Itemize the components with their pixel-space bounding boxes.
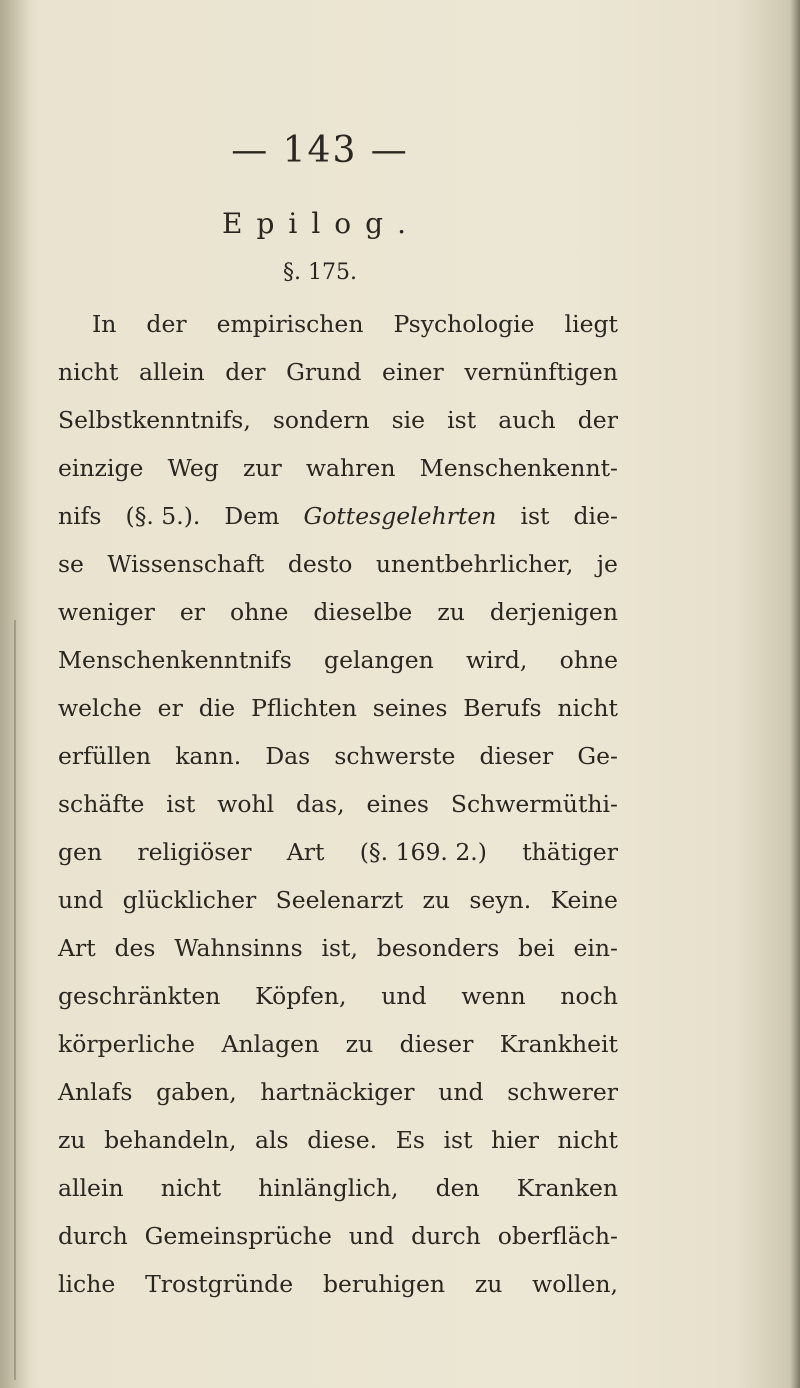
word: durch — [411, 1222, 481, 1250]
word: Pflichten — [251, 694, 357, 722]
word: der — [225, 358, 266, 386]
page-number: — 143 — — [231, 130, 409, 171]
word: und — [348, 1222, 395, 1250]
word: seines — [372, 694, 448, 722]
word: Anlagen — [221, 1030, 320, 1058]
word: hinlänglich, — [258, 1174, 399, 1202]
word: ist — [520, 502, 550, 530]
word: die — [198, 694, 236, 722]
word: ein- — [573, 934, 618, 962]
word: Seelenarzt — [275, 886, 404, 914]
word: diese. — [307, 1126, 378, 1154]
word: kann. — [175, 742, 242, 770]
word: zu — [474, 1270, 503, 1298]
word: empirischen — [216, 310, 364, 338]
word: Köpfen, — [255, 982, 347, 1010]
word: nicht — [557, 1126, 618, 1154]
word: Keine — [550, 886, 618, 914]
text-line — [58, 828, 618, 876]
word: allein — [139, 358, 205, 386]
word: schwerste — [334, 742, 456, 770]
word: thätiger — [522, 838, 618, 866]
margin-bleed-marks — [14, 620, 22, 1380]
word: liche — [58, 1270, 116, 1298]
word: bei — [518, 934, 555, 962]
word: Dem — [224, 502, 280, 530]
word: Berufs — [463, 694, 542, 722]
word: zur — [242, 454, 282, 482]
word: ohne — [230, 598, 289, 626]
word: (§. 169. 2.) — [359, 838, 487, 866]
word: dieser — [399, 1030, 474, 1058]
word: einzige — [58, 454, 144, 482]
text-line — [58, 1212, 618, 1260]
word: und — [58, 886, 104, 914]
text-line — [58, 876, 618, 924]
word: der — [577, 406, 618, 434]
text-line — [58, 588, 618, 636]
text-line — [58, 924, 618, 972]
word: zu — [345, 1030, 374, 1058]
text-line — [58, 348, 618, 396]
word: liegt — [564, 310, 618, 338]
word: je — [596, 550, 618, 578]
word: gaben, — [156, 1078, 237, 1106]
word: Es — [395, 1126, 425, 1154]
word: Schwermüthi- — [450, 790, 618, 818]
word: Kranken — [516, 1174, 618, 1202]
text-line — [58, 972, 618, 1020]
word: desto — [287, 550, 353, 578]
word: Gemeinsprüche — [144, 1222, 332, 1250]
word: sondern — [272, 406, 370, 434]
word: ohne — [559, 646, 618, 674]
word: unentbehrlicher, — [375, 550, 574, 578]
word: Wahnsinns — [174, 934, 303, 962]
word: behandeln, — [104, 1126, 237, 1154]
word: noch — [560, 982, 618, 1010]
text-line — [58, 732, 618, 780]
word: glücklicher — [122, 886, 257, 914]
text-line — [58, 540, 618, 588]
word: zu — [58, 1126, 86, 1154]
word: ist — [447, 406, 477, 434]
body-text — [58, 300, 618, 1308]
word: wollen, — [532, 1270, 618, 1298]
word: schwerer — [507, 1078, 618, 1106]
word: nicht — [160, 1174, 222, 1202]
word: nicht — [557, 694, 618, 722]
word: allein — [58, 1174, 124, 1202]
word: er — [157, 694, 183, 722]
word: auch — [498, 406, 556, 434]
text-line — [58, 396, 618, 444]
word: schäfte — [58, 790, 145, 818]
word: welche — [58, 694, 142, 722]
word: Wissenschaft — [107, 550, 265, 578]
text-line — [58, 1164, 618, 1212]
word: als — [255, 1126, 289, 1154]
word: körperliche — [58, 1030, 196, 1058]
text-line — [58, 1020, 618, 1068]
word: wohl — [217, 790, 275, 818]
word: se — [58, 550, 84, 578]
word: seyn. — [469, 886, 532, 914]
word: ist — [443, 1126, 473, 1154]
word: hier — [491, 1126, 539, 1154]
word: Psychologie — [393, 310, 535, 338]
word: durch — [58, 1222, 128, 1250]
section-number: §. 175. — [283, 260, 357, 285]
text-line — [58, 780, 618, 828]
word: beruhigen — [322, 1270, 445, 1298]
word: zu — [422, 886, 451, 914]
word: Weg — [167, 454, 219, 482]
word: zu — [437, 598, 465, 626]
word: Gottesgelehrten — [303, 502, 497, 530]
word: die- — [573, 502, 618, 530]
text-line — [58, 492, 618, 540]
word: geschränkten — [58, 982, 221, 1010]
text-line — [58, 636, 618, 684]
word: dieselbe — [313, 598, 413, 626]
word: er — [179, 598, 206, 626]
word: dieser — [479, 742, 554, 770]
word: der — [146, 310, 187, 338]
word: Das — [265, 742, 311, 770]
word: derjenigen — [489, 598, 618, 626]
word: das, — [296, 790, 345, 818]
word: und — [381, 982, 427, 1010]
word: einer — [382, 358, 444, 386]
word: Trostgründe — [145, 1270, 294, 1298]
word: Krankheit — [499, 1030, 618, 1058]
word: oberfläch- — [497, 1222, 618, 1250]
word: nifs — [58, 502, 102, 530]
page-edge — [790, 0, 800, 1388]
text-line — [58, 1260, 618, 1308]
word: wahren — [305, 454, 396, 482]
text-line — [58, 444, 618, 492]
word: gelangen — [324, 646, 434, 674]
word: eines — [366, 790, 429, 818]
word: religiöser — [137, 838, 252, 866]
word: ist, — [321, 934, 358, 962]
word: Art — [58, 934, 96, 962]
chapter-heading: Epilog. — [222, 207, 420, 240]
word: des — [114, 934, 156, 962]
word: den — [435, 1174, 480, 1202]
word: hartnäckiger — [260, 1078, 415, 1106]
text-line — [58, 684, 618, 732]
text-line — [58, 1116, 618, 1164]
word: Menschenkennt- — [419, 454, 618, 482]
word: sie — [391, 406, 426, 434]
text-line — [58, 1068, 618, 1116]
word: Anlafs — [58, 1078, 133, 1106]
word: Art — [286, 838, 325, 866]
word: wenn — [461, 982, 526, 1010]
word: vernünftigen — [464, 358, 618, 386]
word: besonders — [376, 934, 500, 962]
word: Menschenkenntnifs — [58, 646, 292, 674]
word: gen — [58, 838, 103, 866]
word: weniger — [58, 598, 155, 626]
word: erfüllen — [58, 742, 152, 770]
word: wird, — [466, 646, 528, 674]
word: ist — [166, 790, 196, 818]
word: (§. 5.). — [125, 502, 201, 530]
word: Selbstkenntnifs, — [58, 406, 251, 434]
word: In — [92, 310, 117, 338]
word: und — [438, 1078, 484, 1106]
text-line — [58, 300, 618, 348]
word: Ge- — [577, 742, 618, 770]
word: Grund — [286, 358, 362, 386]
word: nicht — [58, 358, 119, 386]
